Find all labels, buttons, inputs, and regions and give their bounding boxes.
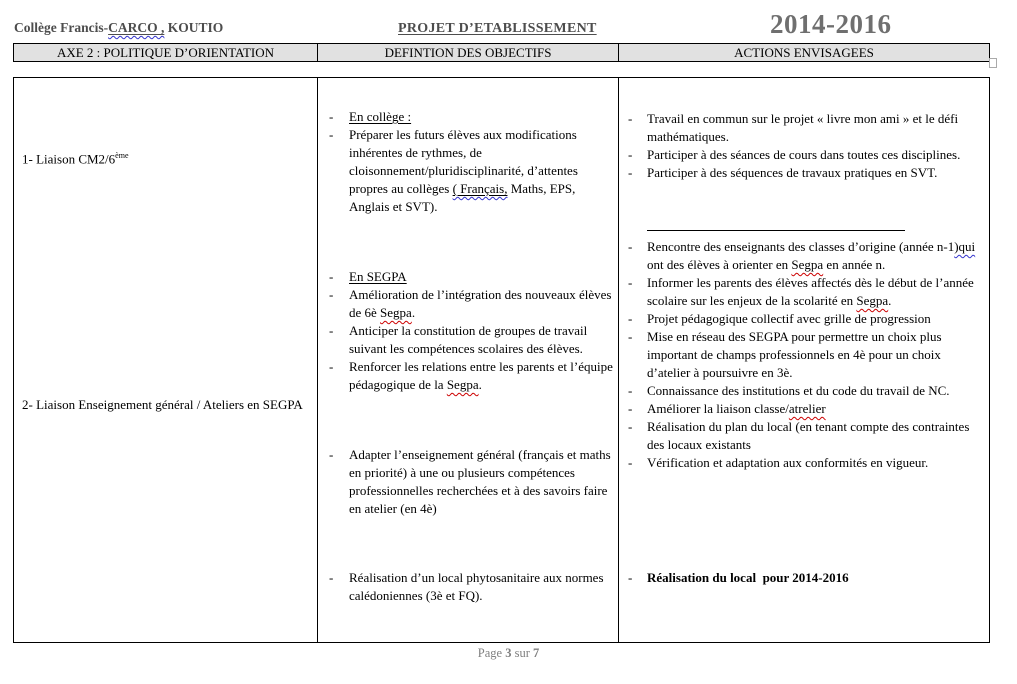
list-item-text: Mise en réseau des SEGPA pour permettre un choix plus important de champs professionnels en 4è pour un choix d’atelier à poursuivre en 3è.: [647, 329, 945, 380]
bullet-dash: -: [628, 311, 633, 326]
list-item: [619, 382, 984, 400]
list-item-text: [349, 108, 613, 126]
list-item: [318, 569, 613, 605]
list-item: [619, 110, 984, 146]
page-footer: Page 3 sur 7: [477, 646, 540, 660]
list-item-text: Participer à des séances de cours dans toutes ces disciplines.: [647, 147, 961, 162]
list-item-text: Rencontre des enseignants des classes d’origine (année n-1)qui ont des élèves à orienter en Segpa en année n.: [647, 239, 979, 272]
list-item: [318, 108, 613, 126]
text-segment: 7: [532, 646, 540, 660]
text-segment: ème: [115, 151, 129, 160]
bullet-dash: -: [628, 570, 633, 585]
column-actions: [619, 78, 989, 642]
list-item-text: [349, 268, 613, 286]
doc-years: 2014-2016: [770, 9, 892, 39]
text-segment: Segpa: [380, 305, 412, 320]
bullet-dash: -: [628, 275, 633, 290]
axe-item-liaison-segpa: 2- Liaison Enseignement général / Ateliers en SEGPA: [22, 397, 303, 412]
list-item: [619, 569, 984, 587]
axe-item-liaison-cm2: 1- Liaison CM2/6ème: [22, 151, 129, 167]
bullet-dash: -: [628, 419, 633, 434]
text-segment: Segpa: [856, 293, 889, 308]
list-item-text: Réalisation d’un local phytosanitaire aux normes calédoniennes (3è et FQ).: [349, 570, 607, 603]
bullet-dash: -: [329, 570, 334, 585]
list-item: [619, 146, 984, 164]
list-item-text: Connaissance des institutions et du code du travail de NC.: [647, 383, 950, 398]
column-axe: [14, 78, 317, 642]
college-name: Collège Francis-CARCO , KOUTIO: [14, 20, 224, 35]
text-segment: Réalisation du local pour 2014-2016: [647, 570, 849, 585]
list-item: [318, 286, 613, 322]
text-segment: Segpa: [791, 257, 824, 272]
objectives-local-list: [318, 569, 613, 605]
objectives-segpa-list: [318, 268, 617, 394]
list-item-text: [647, 569, 984, 587]
list-item: [318, 322, 613, 358]
bullet-dash: -: [628, 383, 633, 398]
header-cell-axe: AXE 2 : POLITIQUE D’ORIENTATION: [56, 44, 275, 60]
doc-title-text: PROJET D’ETABLISSEMENT: [398, 21, 597, 36]
text-segment: atrelier: [788, 401, 826, 416]
doc-title: [398, 21, 597, 37]
bullet-dash: -: [628, 147, 633, 162]
actions-realisation-list: [619, 569, 984, 587]
text-segment: En collège :: [349, 109, 412, 124]
actions-segpa-list: [619, 238, 984, 472]
list-item: [619, 164, 984, 182]
bullet-dash: -: [628, 455, 633, 470]
list-item-text: Informer les parents des élèves affectés dès le début de l’année scolaire sur les enjeux de la scolarité en Segpa.: [647, 275, 978, 308]
bullet-dash: -: [628, 165, 633, 180]
bullet-dash: -: [329, 127, 334, 142]
list-item: [619, 400, 984, 418]
text-segment: )qui: [954, 239, 976, 254]
list-item: [619, 274, 984, 310]
list-item: [318, 126, 613, 216]
table-header-row: [13, 43, 990, 62]
text-segment: CARCO ,: [108, 20, 165, 35]
text-segment: En SEGPA: [349, 269, 407, 284]
list-item-text: Renforcer les relations entre les parents et l’équipe pédagogique de la Segpa.: [349, 359, 617, 392]
list-item: [318, 358, 617, 394]
text-segment: [453, 181, 508, 196]
list-item: [619, 238, 984, 274]
list-item-text: Adapter l’enseignement général (français et maths en priorité) à une ou plusieurs compétences professionnelles recherchées et à des savoirs faire en atelier (en 4è): [349, 447, 614, 516]
main-table: [13, 77, 990, 643]
bullet-dash: -: [329, 447, 334, 462]
column-objectives: [317, 78, 619, 642]
list-item: [619, 418, 984, 454]
bullet-dash: -: [329, 323, 334, 338]
bullet-dash: -: [628, 111, 633, 126]
header-cell-actions: ACTIONS ENVISAGEES: [734, 44, 874, 60]
list-item: [318, 446, 613, 518]
text-segment: ( Français,: [452, 181, 508, 196]
objectives-adapter-list: [318, 446, 613, 518]
list-item-text: Projet pédagogique collectif avec grille de progression: [647, 311, 931, 326]
bullet-dash: -: [628, 401, 633, 416]
list-item: [318, 268, 613, 286]
actions-cm2-list: [619, 110, 984, 182]
bullet-dash: -: [628, 239, 633, 254]
text-segment: [108, 20, 164, 35]
list-item-text: Préparer les futurs élèves aux modifications inhérentes de rythmes, de cloisonnement/pluridisciplinarité, d’attentes propres au collèges ( Français, Maths, EPS, Anglais et SVT).: [349, 127, 582, 214]
list-item: [619, 310, 984, 328]
bullet-dash: -: [329, 287, 334, 302]
list-item-text: Vérification et adaptation aux conformités en vigueur.: [647, 455, 929, 470]
list-item: [619, 328, 984, 382]
bullet-dash: -: [329, 359, 334, 374]
separator-line: [647, 230, 905, 231]
text-segment: Segpa: [446, 377, 479, 392]
objectives-college-list: [318, 108, 613, 216]
list-item-text: Travail en commun sur le projet « livre mon ami » et le défi mathématiques.: [647, 111, 965, 144]
list-item-text: Améliorer la liaison classe/atrelier: [647, 401, 826, 416]
bullet-dash: -: [329, 269, 334, 284]
list-item: [619, 454, 984, 472]
header-cell-objectives: DEFINTION DES OBJECTIFS: [317, 44, 619, 61]
bullet-dash: -: [628, 329, 633, 344]
list-item-text: Amélioration de l’intégration des nouveaux élèves de 6è Segpa.: [349, 287, 615, 320]
list-item-text: Réalisation du plan du local (en tenant compte des contraintes des locaux existants: [647, 419, 973, 452]
list-item-text: Participer à des séquences de travaux pratiques en SVT.: [647, 165, 938, 180]
text-segment: 3: [505, 646, 512, 660]
anchor-marker-icon: [989, 58, 997, 68]
bullet-dash: -: [329, 109, 334, 124]
list-item-text: Anticiper la constitution de groupes de travail suivant les compétences scolaires des élèves.: [349, 323, 591, 356]
